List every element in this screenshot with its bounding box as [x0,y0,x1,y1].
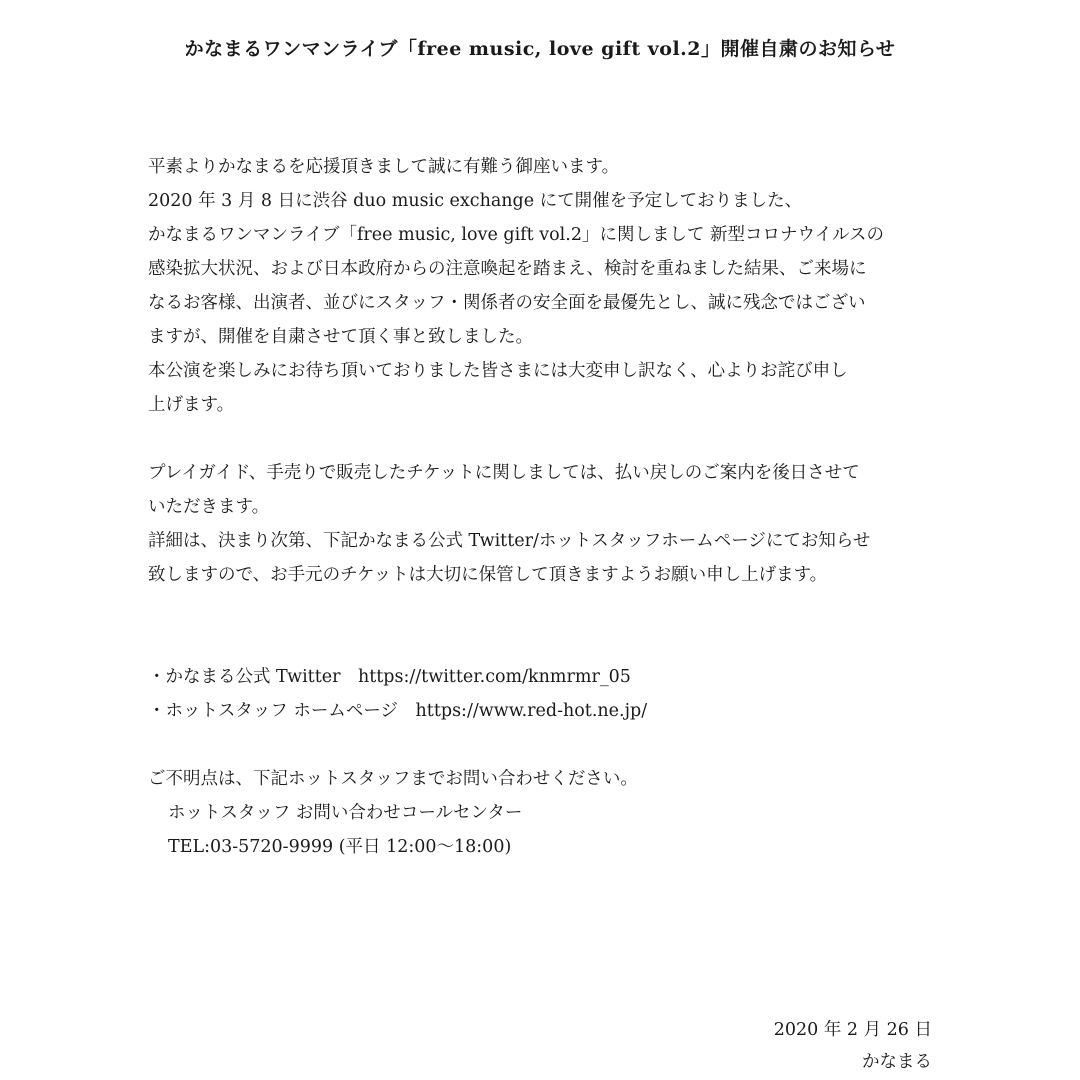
paragraph1-line: かなまるワンマンライブ「free music, love gift vol.2」に関しまして 新型コロナウイルスの [148,225,884,245]
paragraph1-line: 上げます。 [148,395,235,415]
paragraph1-line: 2020 年 3 月 8 日に渋谷 duo music exchange にて開催を予定しておりました、 [148,191,803,211]
spacer [148,626,948,660]
contact-intro: ご不明点は、下記ホットスタッフまでお問い合わせください。 [148,769,638,789]
paragraph1-line: ますが、開催を自粛させて頂く事と致しました。 [148,327,533,347]
signature-name: かなまる [862,1052,932,1072]
spacer [148,728,948,762]
signature-block [774,1014,932,1078]
paragraph2-line: いただきます。 [148,497,270,517]
paragraph2-line: 詳細は、決まり次第、下記かなまる公式 Twitter/ホットスタッフホームページにてお知らせ [148,531,871,551]
notice-body [148,150,948,864]
page-title: かなまるワンマンライブ「free music, love gift vol.2」開催自粛のお知らせ [184,38,896,60]
signature-date: 2020 年 2 月 26 日 [773,1020,932,1040]
paragraph2-line: プレイガイド、手売りで販売したチケットに関しましては、払い戻しのご案内を後日させて [148,463,860,483]
spacer [148,592,948,626]
spacer [148,422,948,456]
contact-center: ホットスタッフ お問い合わせコールセンター [168,803,523,823]
contact-tel: TEL:03-5720-9999 (平日 12:00〜18:00) [168,837,512,857]
homepage-link[interactable]: ・ホットスタッフ ホームページ https://www.red-hot.ne.jp/ [148,701,648,721]
paragraph1-line: 平素よりかなまるを応援頂きまして誠に有難う御座います。 [148,157,620,177]
paragraph1-line: なるお客様、出演者、並びにスタッフ・関係者の安全面を最優先とし、誠に残念ではござい [148,293,866,313]
paragraph1-line: 感染拡大状況、および日本政府からの注意喚起を踏まえ、検討を重ねました結果、ご来場に [148,259,867,279]
twitter-link[interactable]: ・かなまる公式 Twitter https://twitter.com/knmrmr_05 [148,667,631,687]
paragraph2-line: 致しますので、お手元のチケットは大切に保管して頂きますようお願い申し上げます。 [148,565,828,585]
paragraph1-line: 本公演を楽しみにお待ち頂いておりました皆さまには大変申し訳なく、心よりお詫び申し [148,361,848,381]
